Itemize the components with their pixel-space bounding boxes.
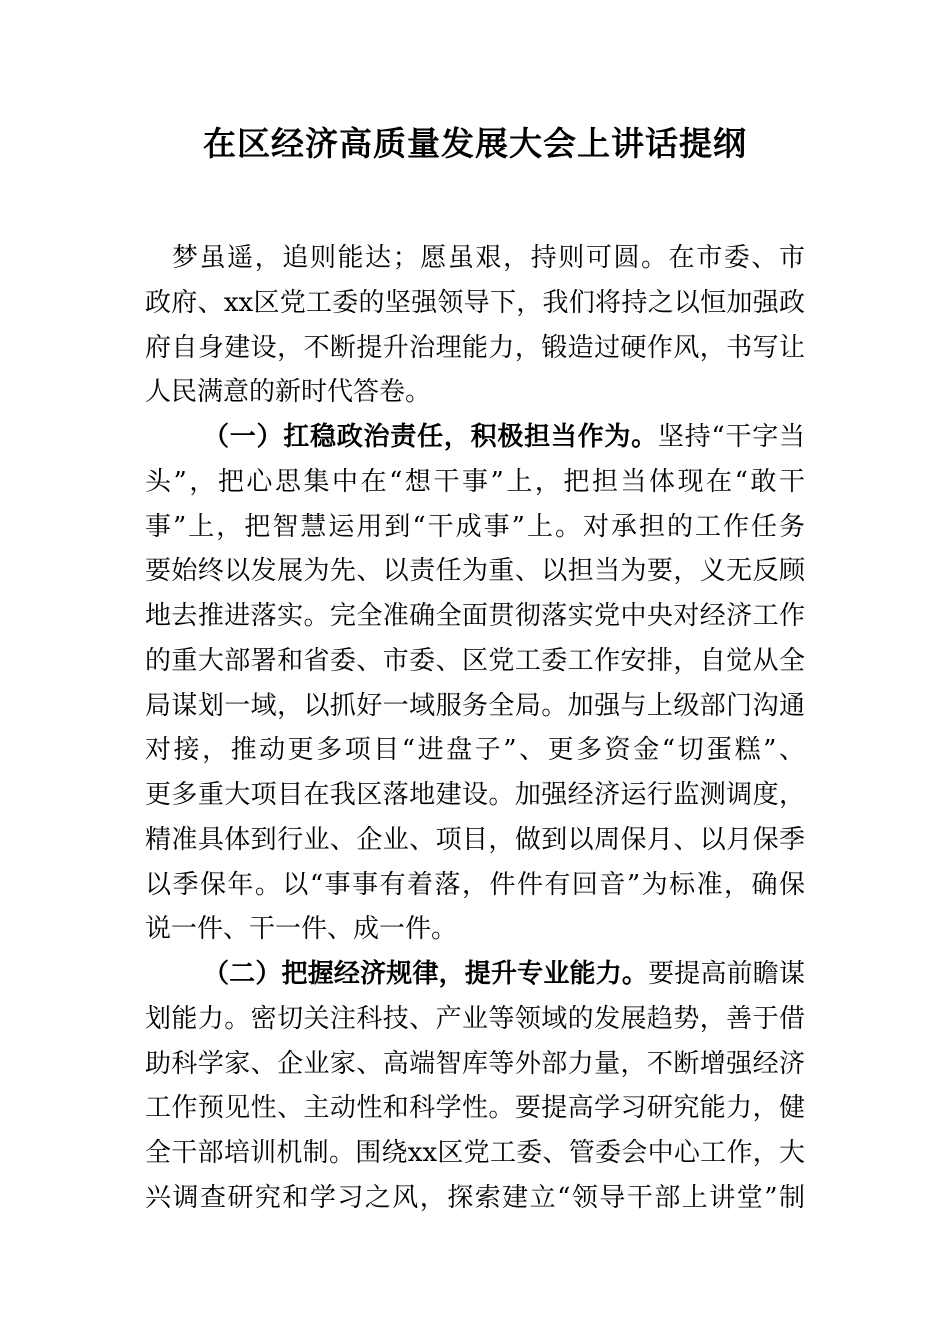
line-text: 精准具体到行业、企业、项目，做到以周保月、以月保季: [145, 824, 805, 855]
paragraph-line: [145, 460, 805, 505]
line-text: 坚持“干字当: [657, 422, 805, 452]
document-title: 在区经济高质量发展大会上讲话提纲: [203, 124, 747, 163]
line-text: 要提高前瞻谋: [648, 959, 805, 989]
line-text: 地去推进落实。完全准确全面贯彻落实党中央对经济工作: [145, 601, 805, 631]
line-text: 局谋划一域，以抓好一域服务全局。加强与上级部门沟通: [145, 690, 805, 721]
paragraph-line: [145, 415, 805, 460]
paragraph-line: [145, 326, 805, 371]
paragraph-line: [145, 1042, 805, 1087]
paragraph-line: [145, 549, 805, 594]
line-text: 要始终以发展为先、以责任为重、以担当为要，义无反顾: [145, 556, 805, 587]
paragraph-line: [145, 639, 805, 684]
line-text: 说一件、干一件、成一件。: [145, 914, 458, 945]
paragraph-line: [145, 818, 805, 863]
line-text: 府自身建设，不断提升治理能力，锻造过硬作风，书写让: [145, 332, 805, 363]
paragraph-line: [145, 281, 805, 326]
paragraph-line: [145, 997, 805, 1042]
line-text: 划能力。密切关注科技、产业等领域的发展趋势，善于借: [145, 1003, 805, 1034]
line-text: 工作预见性、主动性和科学性。要提高学习研究能力，健: [145, 1093, 805, 1124]
paragraph-line: [145, 952, 805, 997]
paragraph-line: [145, 594, 805, 639]
paragraph-line: [145, 728, 805, 773]
paragraph-line: [145, 684, 805, 729]
line-text: 人民满意的新时代答卷。: [145, 377, 432, 408]
line-text: 梦虽遥，追则能达；愿虽艰，持则可圆。在市委、市: [172, 243, 805, 273]
paragraph-line: [145, 1176, 805, 1221]
section-heading: （一）扛稳政治责任，积极担当作为。: [203, 422, 658, 452]
paragraph-line: [145, 370, 805, 415]
line-text: 事”上，把智慧运用到“干成事”上。对承担的工作任务: [145, 511, 805, 542]
line-text: 以季保年。以“事事有着落，件件有回音”为标准，确保: [145, 869, 805, 900]
paragraph-line: [145, 505, 805, 550]
line-text: 头”，把心思集中在“想干事”上，把担当体现在“敢干: [145, 466, 805, 497]
document-body: [145, 236, 805, 1221]
line-text: 的重大部署和省委、市委、区党工委工作安排，自觉从全: [145, 645, 805, 676]
paragraph-line: [145, 907, 805, 952]
paragraph-line: [145, 1131, 805, 1176]
line-text: 助科学家、企业家、高端智库等外部力量，不断增强经济: [145, 1048, 805, 1079]
line-text: 政府、xx区党工委的坚强领导下，我们将持之以恒加强政: [145, 287, 805, 318]
paragraph-line: [145, 236, 805, 281]
line-text: 更多重大项目在我区落地建设。加强经济运行监测调度，: [145, 780, 805, 810]
line-text: 对接，推动更多项目“进盘子”、更多资金“切蛋糕”、: [145, 735, 805, 766]
paragraph-line: [145, 863, 805, 908]
paragraph-line: [145, 1086, 805, 1131]
paragraph-line: [145, 773, 805, 818]
line-text: 全干部培训机制。围绕xx区党工委、管委会中心工作，大: [145, 1138, 805, 1168]
line-text: 兴调查研究和学习之风，探索建立“领导干部上讲堂”制: [145, 1182, 805, 1213]
section-heading: （二）把握经济规律，提升专业能力。: [203, 959, 649, 989]
